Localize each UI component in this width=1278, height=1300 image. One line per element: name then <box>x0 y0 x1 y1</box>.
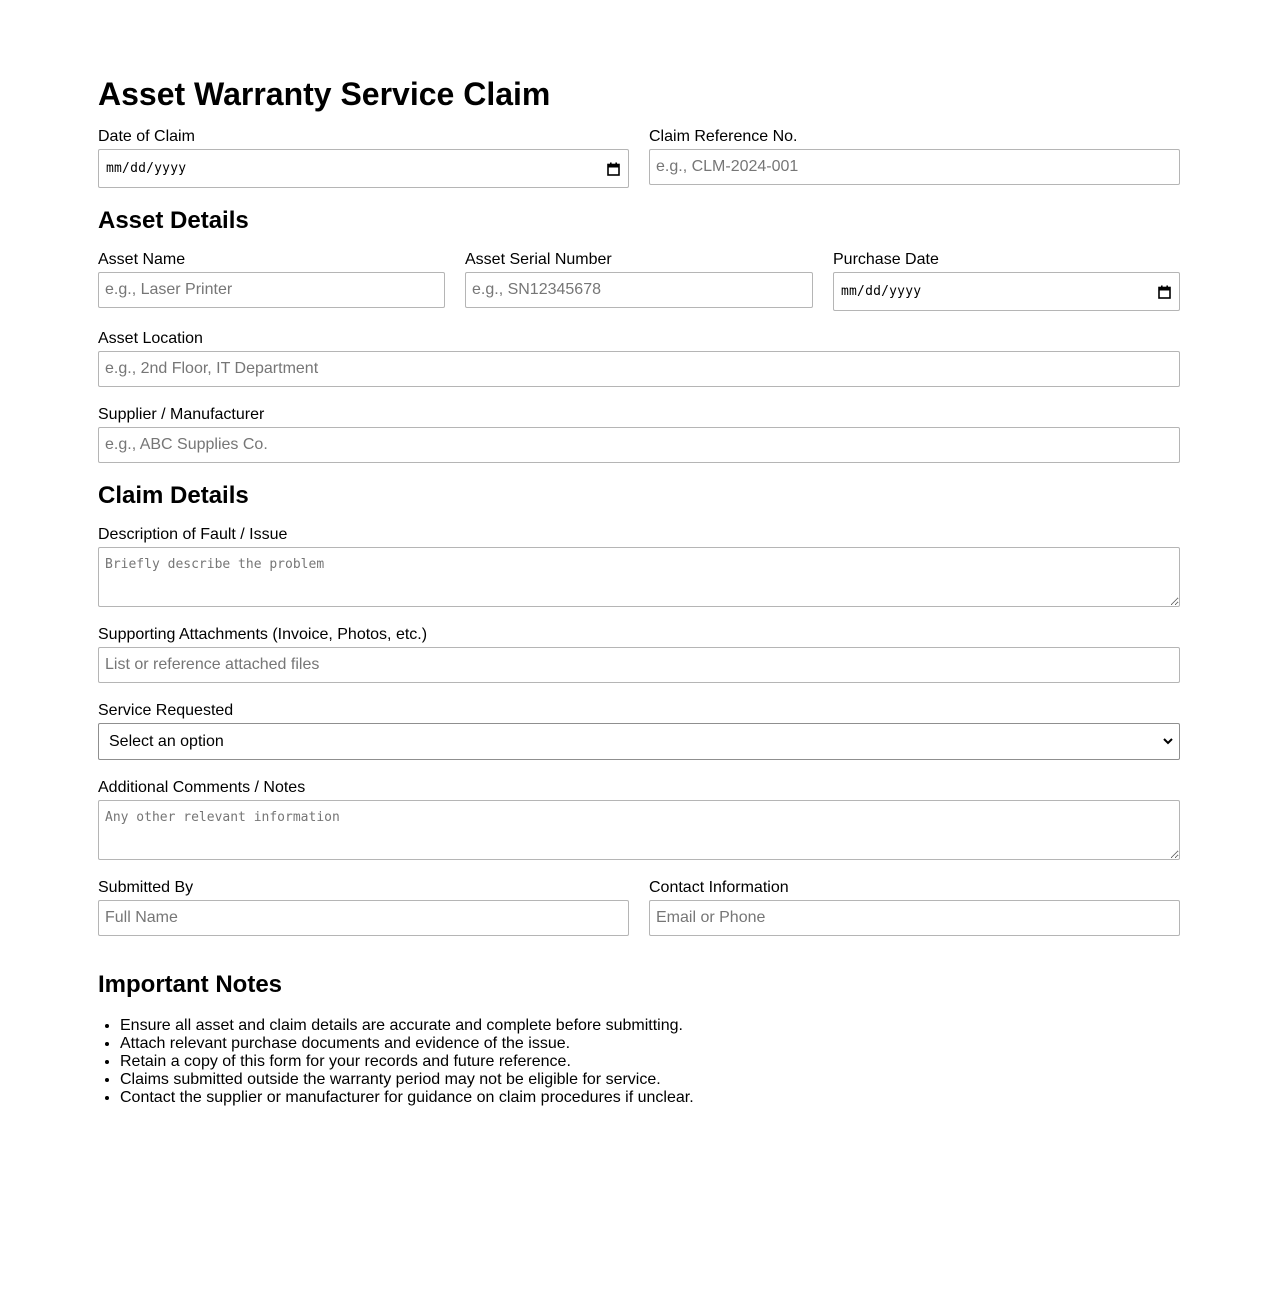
claim-reference-label: Claim Reference No. <box>649 128 798 145</box>
asset-name-label: Asset Name <box>98 251 186 268</box>
important-notes-list <box>98 1017 694 1107</box>
asset-name-input[interactable] <box>98 272 445 308</box>
submitted-by-input[interactable] <box>98 900 629 936</box>
service-requested-select[interactable] <box>98 723 1180 760</box>
date-of-claim-input[interactable] <box>98 149 629 188</box>
purchase-date-field <box>833 250 1180 311</box>
service-requested-field <box>98 701 1180 760</box>
calendar-icon[interactable] <box>1158 285 1171 299</box>
contact-field <box>649 878 1180 936</box>
submitted-by-field <box>98 878 629 936</box>
serial-number-label: Asset Serial Number <box>465 251 612 268</box>
claim-details-heading: Claim Details <box>98 482 249 509</box>
date-of-claim-value: mm/dd/yyyy <box>106 161 187 176</box>
page-title: Asset Warranty Service Claim <box>98 76 551 112</box>
claim-reference-field <box>649 127 1180 185</box>
chevron-down-icon[interactable] <box>1163 738 1173 745</box>
list-item: • Retain a copy of this form for your records and future reference. <box>120 1053 694 1071</box>
attachments-field <box>98 625 1180 683</box>
fault-description-label: Description of Fault / Issue <box>98 526 288 543</box>
attachments-input[interactable] <box>98 647 1180 683</box>
claim-reference-input[interactable] <box>649 149 1180 185</box>
supplier-input[interactable] <box>98 427 1180 463</box>
service-requested-label: Service Requested <box>98 702 234 719</box>
asset-location-label: Asset Location <box>98 330 203 347</box>
asset-details-heading: Asset Details <box>98 207 249 234</box>
calendar-icon[interactable] <box>607 162 620 176</box>
supplier-field <box>98 405 1180 463</box>
comments-textarea[interactable] <box>98 800 1180 860</box>
date-of-claim-label: Date of Claim <box>98 128 195 145</box>
serial-number-input[interactable] <box>465 272 813 308</box>
serial-number-field <box>465 250 813 308</box>
purchase-date-label: Purchase Date <box>833 251 939 268</box>
list-item: • Claims submitted outside the warranty period may not be eligible for service. <box>120 1071 694 1089</box>
list-item: • Ensure all asset and claim details are accurate and complete before submitting. <box>120 1017 694 1035</box>
important-notes-heading: Important Notes <box>98 971 283 998</box>
purchase-date-input[interactable] <box>833 272 1180 311</box>
asset-name-field <box>98 250 445 308</box>
supplier-label: Supplier / Manufacturer <box>98 406 265 423</box>
list-item: • Contact the supplier or manufacturer for guidance on claim procedures if unclear. <box>120 1089 694 1107</box>
submitted-by-label: Submitted By <box>98 879 194 896</box>
purchase-date-value: mm/dd/yyyy <box>841 284 922 299</box>
fault-description-field <box>98 525 1180 607</box>
comments-label: Additional Comments / Notes <box>98 779 306 796</box>
fault-description-textarea[interactable] <box>98 547 1180 607</box>
attachments-label: Supporting Attachments (Invoice, Photos, etc.) <box>98 626 428 643</box>
contact-label: Contact Information <box>649 879 789 896</box>
date-of-claim-field <box>98 127 629 188</box>
contact-input[interactable] <box>649 900 1180 936</box>
asset-location-field <box>98 329 1180 387</box>
asset-location-input[interactable] <box>98 351 1180 387</box>
comments-field <box>98 778 1180 860</box>
list-item: • Attach relevant purchase documents and evidence of the issue. <box>120 1035 694 1053</box>
service-requested-value: Select an option <box>109 732 224 750</box>
